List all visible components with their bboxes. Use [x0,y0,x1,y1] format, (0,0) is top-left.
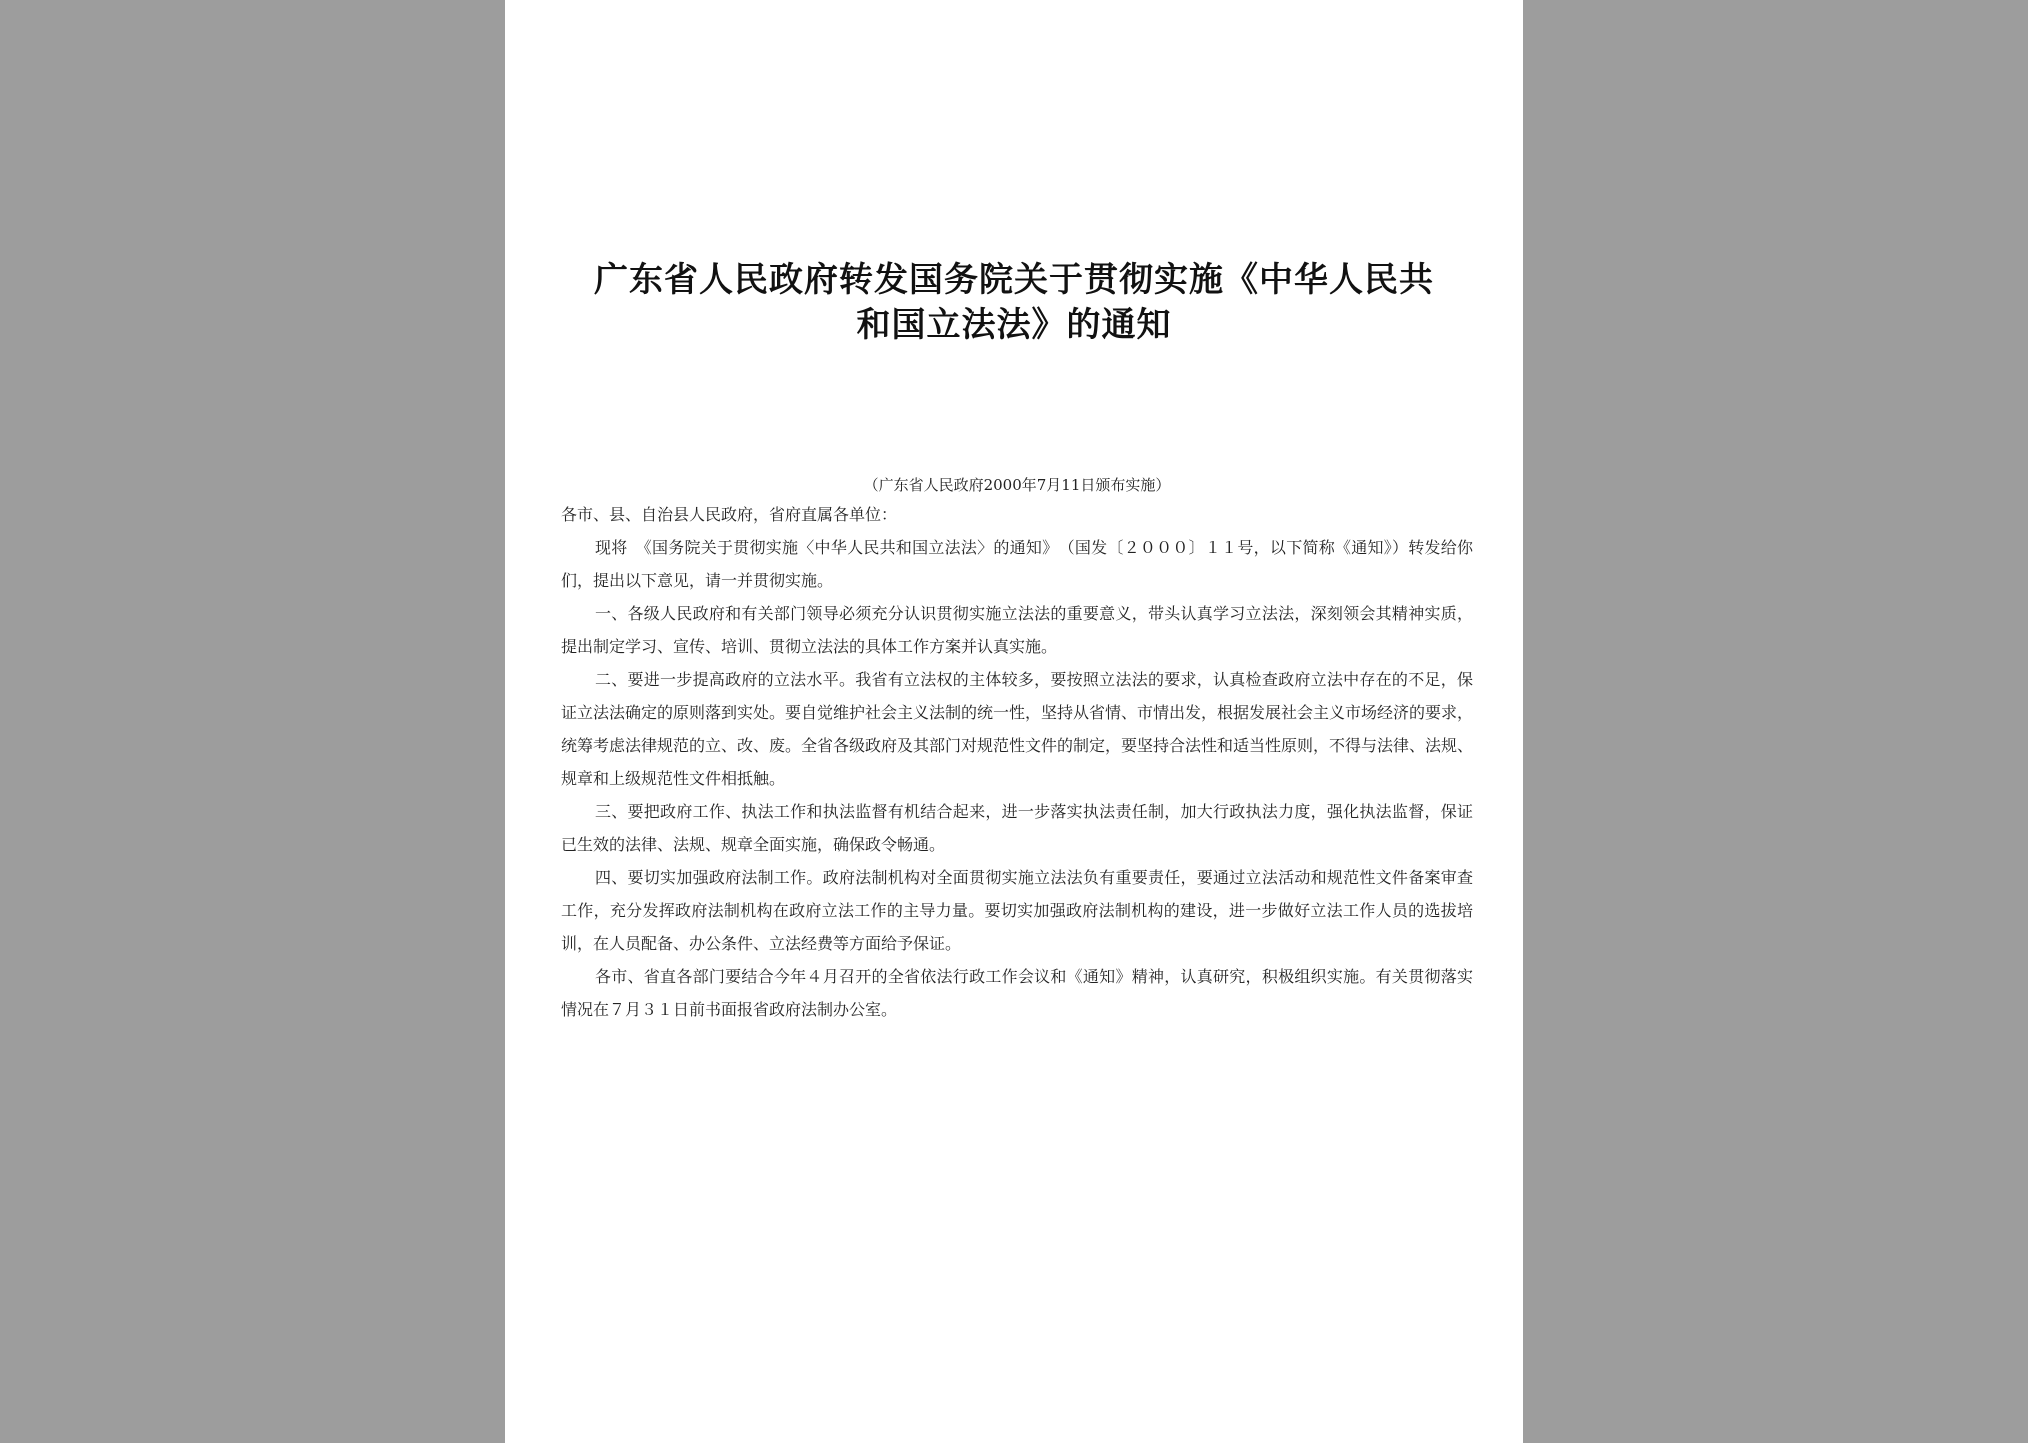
document-body [561,472,1473,1026]
paragraph-1: 一、各级人民政府和有关部门领导必须充分认识贯彻实施立法法的重要意义，带头认真学习立法法，深刻领会其精神实质，提出制定学习、宣传、培训、贯彻立法法的具体工作方案并认真实施。 [561,604,1473,656]
paragraph-2: 二、要进一步提高政府的立法水平。我省有立法权的主体较多，要按照立法法的要求，认真检查政府立法中存在的不足，保证立法法确定的原则落到实处。要自觉维护社会主义法制的统一性，坚持从省情、市情出发，根据发展社会主义市场经济的要求，统筹考虑法律规范的立、改、废。全省各级政府及其部门对规范性文件的制定，要坚持合法性和适当性原则，不得与法律、法规、规章和上级规范性文件相抵触。 [561,670,1474,788]
document-page [505,0,1523,1443]
salutation: 各市、县、自治县人民政府，省府直属各单位： [561,505,898,524]
title-line-2: 和国立法法》的通知 [856,305,1172,345]
paragraph-intro: 现将 《国务院关于贯彻实施〈中华人民共和国立法法〉的通知》 （国发〔２０００〕１１号，以下简称《通知》）转发给你们，提出以下意见，请一并贯彻实施。 [561,538,1473,590]
paragraph-closing: 各市、省直各部门要结合今年４月召开的全省依法行政工作会议和《通知》精神，认真研究，积极组织实施。有关贯彻落实情况在７月３１日前书面报省政府法制办公室。 [561,967,1473,1019]
paragraph-4: 四、要切实加强政府法制工作。政府法制机构对全面贯彻实施立法法负有重要责任，要通过立法活动和规范性文件备案审查工作，充分发挥政府法制机构在政府立法工作的主导力量。要切实加强政府法制机构的建设，进一步做好立法工作人员的选拔培训，在人员配备、办公条件、立法经费等方面给予保证。 [561,868,1473,953]
issue-note: （广东省人民政府2000年7月11日颁布实施） [863,476,1171,494]
document-title [555,258,1473,348]
paragraph-3: 三、要把政府工作、执法工作和执法监督有机结合起来，进一步落实执法责任制，加大行政执法力度，强化执法监督，保证已生效的法律、法规、规章全面实施，确保政令畅通。 [561,802,1473,854]
title-line-1: 广东省人民政府转发国务院关于贯彻实施《中华人民共 [594,260,1434,300]
